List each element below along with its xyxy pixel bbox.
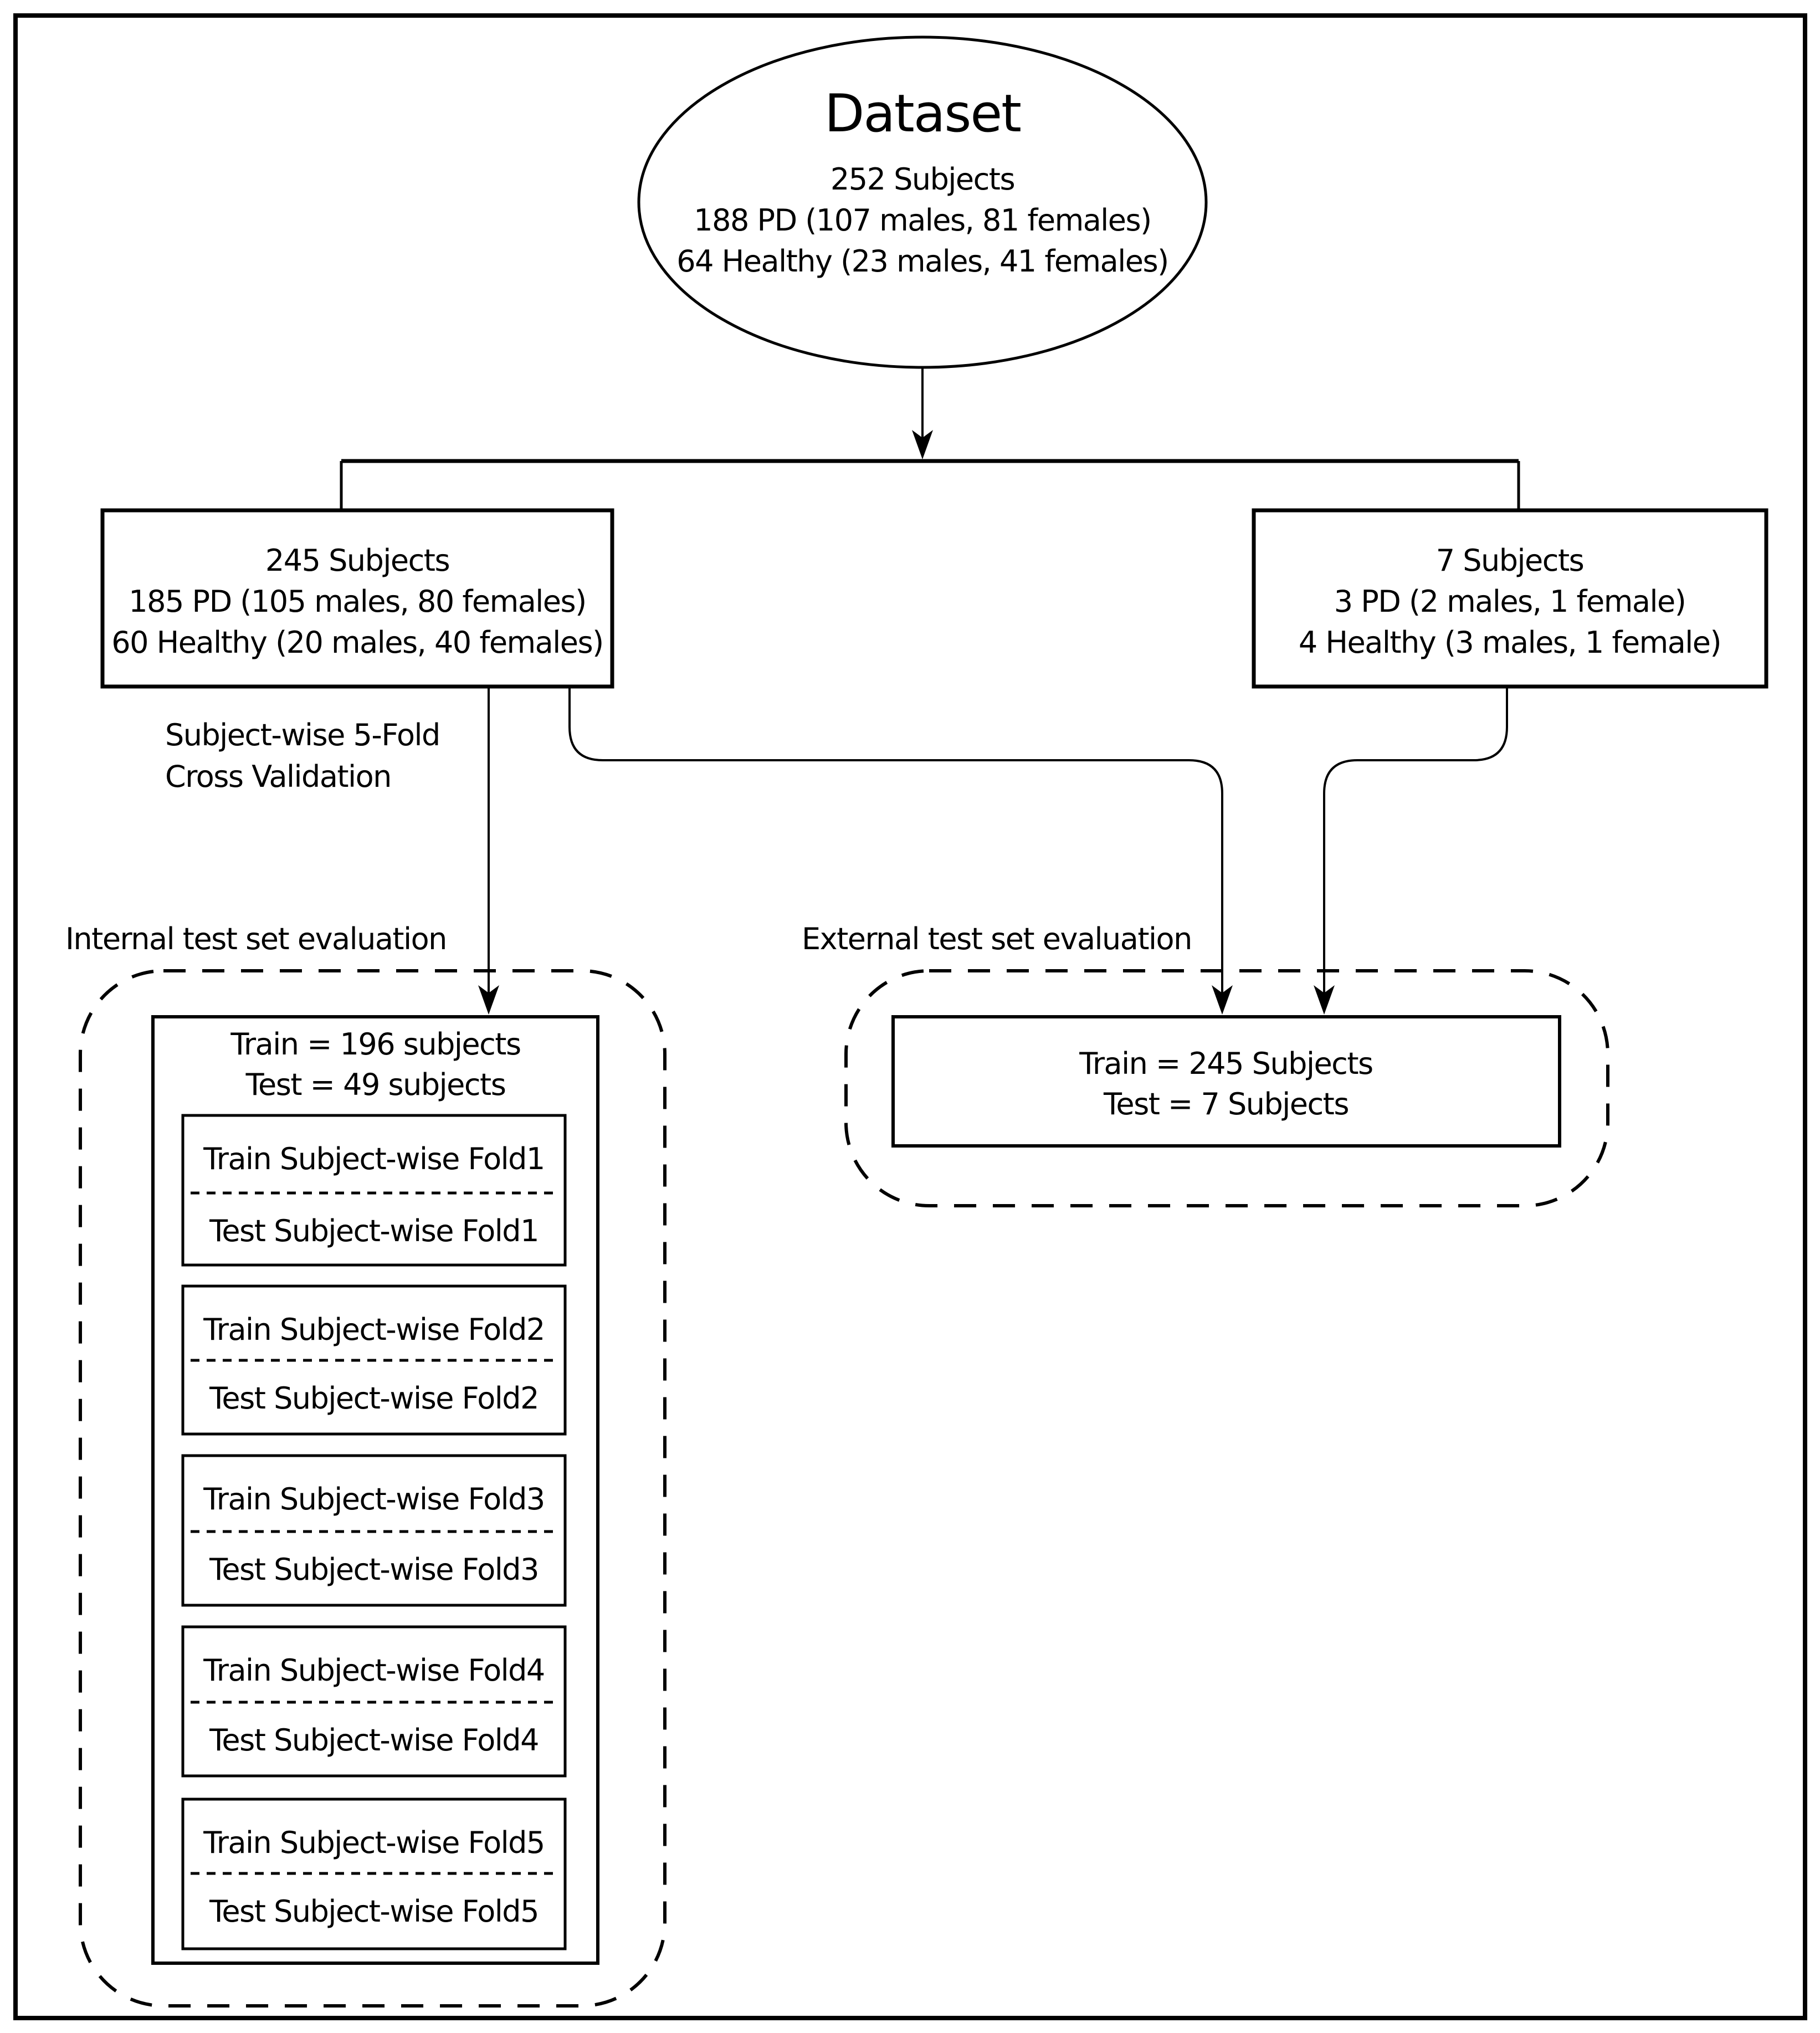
fold-4-test-label: Test Subject-wise Fold4 [209,1723,539,1758]
holdout-split-line-1: 7 Subjects [1436,543,1584,578]
holdout-split-line-3: 4 Healthy (3 males, 1 female) [1298,625,1721,660]
train-split-line-3: 60 Healthy (20 males, 40 females) [111,625,603,660]
external-summary-line-1: Train = 245 Subjects [1079,1046,1373,1081]
fold-5-train-label: Train Subject-wise Fold5 [203,1825,545,1860]
fold-box-4 [183,1627,565,1776]
internal-summary-line-1: Train = 196 subjects [230,1027,521,1062]
fold-1-train-label: Train Subject-wise Fold1 [203,1141,545,1176]
fold-2-train-label: Train Subject-wise Fold2 [203,1312,545,1347]
fold-1-test-label: Test Subject-wise Fold1 [209,1213,539,1248]
train-split-line-2: 185 PD (105 males, 80 females) [129,584,586,619]
fold-box-5 [183,1799,565,1949]
dataset-line-3: 64 Healthy (23 males, 41 females) [676,244,1168,279]
holdout-to-external-line [1324,687,1507,995]
fold-box-3 [183,1456,565,1605]
fold-2-test-label: Test Subject-wise Fold2 [209,1381,539,1416]
cv-label-line-2: Cross Validation [165,759,391,794]
dataset-title: Dataset [824,84,1021,144]
fold-3-test-label: Test Subject-wise Fold3 [209,1552,539,1587]
holdout-split-line-2: 3 PD (2 males, 1 female) [1334,584,1686,619]
external-summary-box [893,1017,1560,1146]
internal-eval-label: Internal test set evaluation [65,921,447,956]
fold-3-train-label: Train Subject-wise Fold3 [203,1482,545,1517]
fold-box-1 [183,1115,565,1265]
train-split-line-1: 245 Subjects [265,543,450,578]
external-summary-line-2: Test = 7 Subjects [1104,1087,1349,1122]
fold-box-2 [183,1286,565,1434]
dataset-line-1: 252 Subjects [830,162,1015,197]
dataset-line-2: 188 PD (107 males, 81 females) [694,203,1151,238]
fold-4-train-label: Train Subject-wise Fold4 [203,1653,545,1688]
cv-label-line-1: Subject-wise 5-Fold [165,718,440,752]
internal-summary-line-2: Test = 49 subjects [245,1067,506,1102]
external-eval-label: External test set evaluation [802,921,1192,956]
fold-5-test-label: Test Subject-wise Fold5 [209,1894,539,1929]
